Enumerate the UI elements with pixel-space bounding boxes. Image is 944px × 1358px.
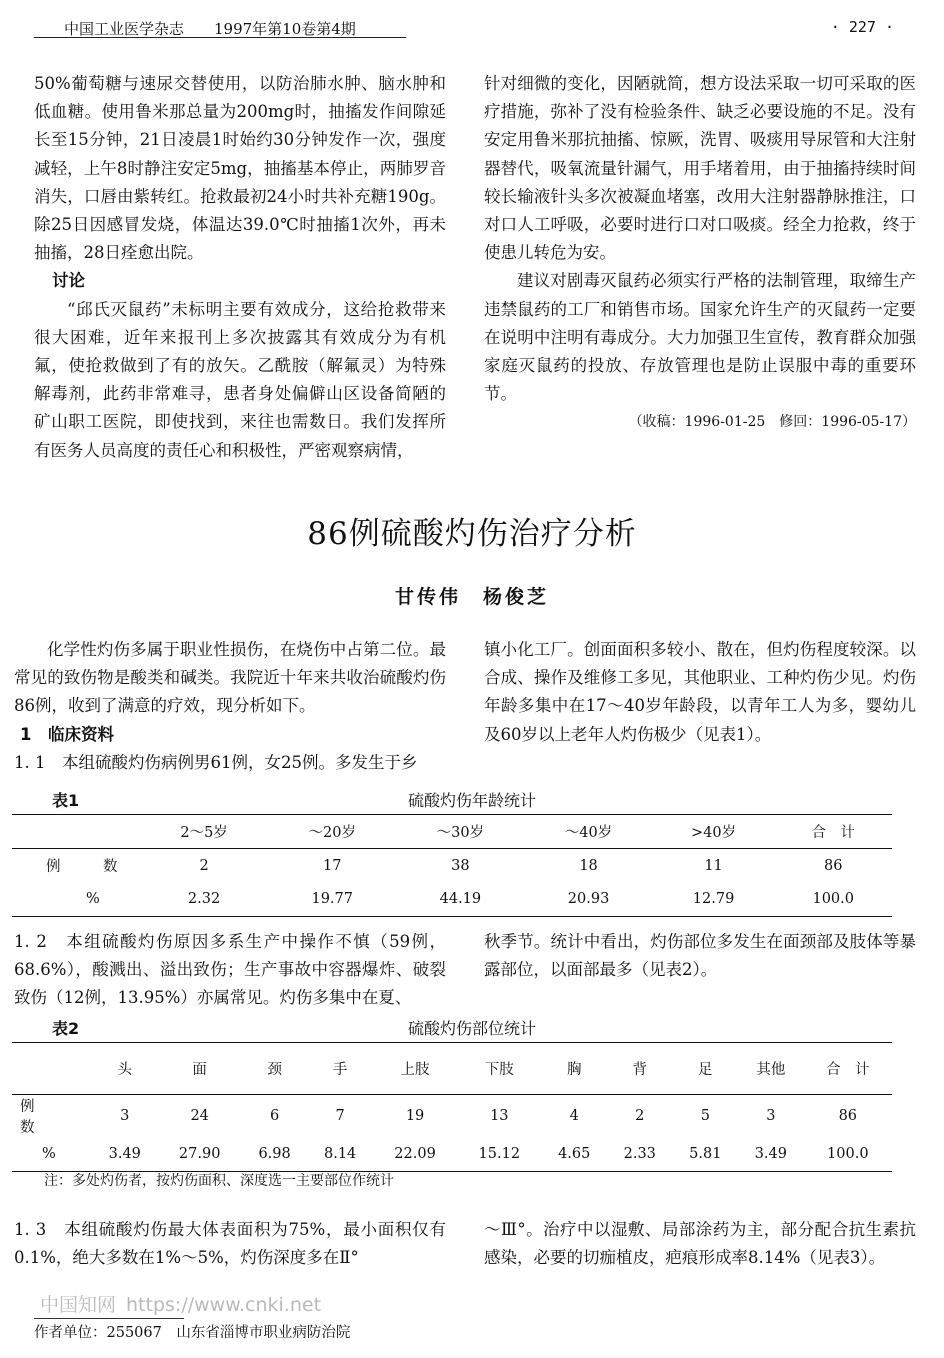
table-cell: 86 (838, 1108, 858, 1124)
table-cell: 上肢 (373, 1043, 457, 1095)
table2-label: 表2 (52, 1019, 80, 1038)
watermark-url: https://www.cnki.net (126, 1294, 322, 1316)
watermark-site: 中国知网 (40, 1294, 117, 1316)
running-header (34, 14, 894, 38)
table-cell: 4.65 (541, 1137, 607, 1171)
table2-count-row (12, 1095, 892, 1138)
prev-article-right-column (484, 70, 916, 437)
discussion-paragraph: “邱氏灭鼠药”未标明主要有效成分，这给抢救带来很大困难，近年来报刊上多次披露其有效成分为有机氟，使抢救做到了有的放矢。乙酰胺（解氟灵）为特殊解毒剂，此药非常难寻，患者身处偏僻山区设备简陋的矿山职工医院，即使找到，来往也需数日。我们发挥所有医务人员高度的责任心和积极性，严密观察病情， (34, 299, 446, 460)
section-1-2-continued: 秋季节。统计中看出，灼伤部位多发生在面颈部及肢体等暴露部位，以面部最多（见表2）。 (484, 932, 916, 980)
intro-right-column (484, 636, 916, 749)
table-cell: 6.98 (242, 1137, 308, 1171)
table-cell: 3.49 (92, 1137, 158, 1171)
table-cell: 3 (766, 1108, 776, 1124)
table-cell: 44.19 (396, 883, 524, 917)
table-cell: % (12, 883, 140, 917)
table-cell (12, 815, 140, 849)
table2-percent-row (12, 1137, 892, 1171)
table-cell: 12.79 (653, 883, 775, 917)
table-cell: 15.12 (457, 1137, 541, 1171)
section-1-1-start: 1. 1 本组硫酸灼伤病例男61例，女25例。多发生于乡 (14, 752, 418, 772)
table2-name: 硫酸灼伤部位统计 (407, 1019, 536, 1038)
journal-info: 中国工业医学杂志 1997年第10卷第4期 (64, 20, 356, 38)
table-cell: 18 (579, 857, 598, 874)
table-cell: 8.14 (307, 1137, 373, 1171)
table2-note: 注：多处灼伤者，按灼伤面积、深度选一主要部位作统计 (44, 1173, 394, 1189)
rescue-paragraph: 针对细微的变化，因陋就简，想方设法采取一切可采取的医疗措施，弥补了没有检验条件、缺乏必要设施的不足。没有安定用鲁米那抗抽搐、惊厥，洗胃、吸痰用导尿管和大注射器替代，吸氧流量针漏气，用手堵着用，由于抽搐持续时间较长输液针头多次被凝血堵塞，改用大注射器静脉推注，口对口人工呼吸，必要时进行口对口吸痰。经全力抢救，终于使患儿转危为安。 (484, 74, 916, 263)
table-cell: 38 (451, 857, 470, 874)
article-title: 86例硫酸灼伤治疗分析 (307, 516, 637, 552)
table-cell: 胸 (541, 1043, 607, 1095)
table-cell: ～20岁 (268, 815, 396, 849)
table-cell: % (12, 1137, 92, 1171)
table-cell: 6 (269, 1108, 280, 1124)
table-cell: 2 (635, 1108, 645, 1124)
page-number: · 227 · (830, 18, 894, 36)
table2-header-row (12, 1043, 892, 1095)
table-cell: 100.0 (804, 1137, 892, 1171)
table-cell: 颈 (242, 1043, 308, 1095)
table-cell: 4 (569, 1108, 579, 1124)
table-cell: ～30岁 (396, 815, 524, 849)
table1-header-row (12, 815, 892, 849)
section-1-1-continued: 镇小化工厂。创面面积多较小、散在，但灼伤程度较深。以合成、操作及维修工多见，其他职业、工种灼伤少见。灼伤年龄多集中在17～40岁年龄段，以青年工人为多，婴幼儿及60岁以上老年人灼伤极少（见表1）。 (484, 640, 916, 744)
table-cell (12, 1043, 92, 1095)
table-cell: 手 (307, 1043, 373, 1095)
table-cell: 5.81 (673, 1137, 739, 1171)
case-paragraph: 50%葡萄糖与速尿交替使用，以防治肺水肿、脑水肿和低血糖。使用鲁米那总量为200mg时，抽搐发作间隙延长至15分钟，21日凌晨1时始约30分钟发作一次，强度减轻，上午8时静注安定5mg，抽搐基本停止，两肺罗音消失，口唇由紫转红。抢救最初24小时共补充糖190g。除25日因感冒发烧，体温达39.0℃时抽搐1次外，再未抽搐，28日痊愈出院。 (34, 74, 446, 263)
table-cell: 合 计 (804, 1043, 892, 1095)
table-cell: 下肢 (457, 1043, 541, 1095)
table-cell: 其他 (738, 1043, 804, 1095)
table-cell: 5 (700, 1108, 710, 1124)
table-cell: 2.32 (140, 883, 268, 917)
table-cell: 11 (704, 857, 723, 874)
received-dates: （收稿：1996-01-25 修回：1996-05-17） (628, 414, 916, 431)
table-cell: 2～5岁 (140, 815, 268, 849)
table-cell: 20.93 (524, 883, 652, 917)
table-cell: 3.49 (738, 1137, 804, 1171)
section-1-2-right (484, 928, 916, 984)
prev-article-left-column (34, 70, 446, 465)
article-authors: 甘传伟 杨俊芝 (394, 586, 549, 608)
table-cell: 3 (120, 1108, 130, 1124)
table-cell: 合 计 (774, 815, 892, 849)
table-cell: 例 数 (20, 1099, 77, 1136)
table-cell: 19 (405, 1108, 425, 1124)
table-cell: 24 (190, 1108, 209, 1124)
table-cell: 头 (92, 1043, 158, 1095)
section-1-3-start: 1. 3 本组硫酸灼伤最大体表面积为75%，最小面积仅有0.1%，绝大多数在1%～5%，灼伤深度多在Ⅱ° (14, 1220, 446, 1268)
table1-percent-row (12, 883, 892, 917)
table-cell: 100.0 (774, 883, 892, 917)
table-cell: ～40岁 (524, 815, 652, 849)
section-1-3-continued: ～Ⅲ°。治疗中以湿敷、局部涂药为主，部分配合抗生素抗感染，必要的切痂植皮，疤痕形成率8.14%（见表3）。 (484, 1220, 916, 1268)
table-cell: 13 (490, 1108, 509, 1124)
site-statistics-table (12, 1042, 892, 1172)
table-cell: 面 (158, 1043, 242, 1095)
section-1-2-start: 1. 2 本组硫酸灼伤原因多系生产中操作不慎（59例，68.6%），酸溅出、溢出致伤；生产事故中容器爆炸、破裂致伤（12例，13.95%）亦属常见。灼伤多集中在夏、 (14, 932, 446, 1008)
footnote-rule (34, 1318, 184, 1319)
section-1-2-left (14, 928, 446, 1013)
table-cell: >40岁 (653, 815, 775, 849)
table1-name: 硫酸灼伤年龄统计 (407, 791, 536, 810)
table-cell: 例 数 (46, 859, 132, 876)
intro-paragraph: 化学性灼伤多属于职业性损伤，在烧伤中占第二位。最常见的致伤物是酸类和碱类。我院近十年来共收治硫酸灼伤86例，收到了满意的疗效，现分析如下。 (14, 640, 446, 716)
header-rule (34, 37, 406, 38)
suggestion-paragraph: 建议对剧毒灭鼠药必须实行严格的法制管理，取缔生产违禁鼠药的工厂和销售市场。国家允许生产的灭鼠药一定要在说明中注明有毒成分。大力加强卫生宣传，教育群众加强家庭灭鼠药的投放、存放管理也是防止误服中毒的重要环节。 (484, 271, 916, 404)
age-statistics-table (12, 814, 892, 917)
discussion-heading: 讨论 (52, 271, 85, 291)
author-affiliation (34, 1318, 350, 1342)
footnote-text: 作者单位：255067 山东省淄博市职业病防治院 (34, 1325, 351, 1341)
table-cell: 足 (673, 1043, 739, 1095)
section-1-3-left (14, 1216, 446, 1272)
table-cell: 7 (335, 1108, 345, 1124)
table-cell: 2.33 (607, 1137, 673, 1171)
table-cell: 86 (824, 857, 843, 874)
table-cell: 27.90 (158, 1137, 242, 1171)
table1-label: 表1 (52, 791, 80, 810)
table-cell: 背 (607, 1043, 673, 1095)
table-cell: 17 (323, 857, 342, 874)
table-cell: 2 (199, 857, 209, 874)
cnki-watermark (40, 1290, 321, 1317)
section-1-3-right (484, 1216, 916, 1272)
intro-left-column (14, 636, 446, 777)
table-cell: 19.77 (268, 883, 396, 917)
section-1-heading: 1 临床资料 (20, 724, 114, 744)
table-cell: 22.09 (373, 1137, 457, 1171)
table1-count-row (12, 849, 892, 883)
